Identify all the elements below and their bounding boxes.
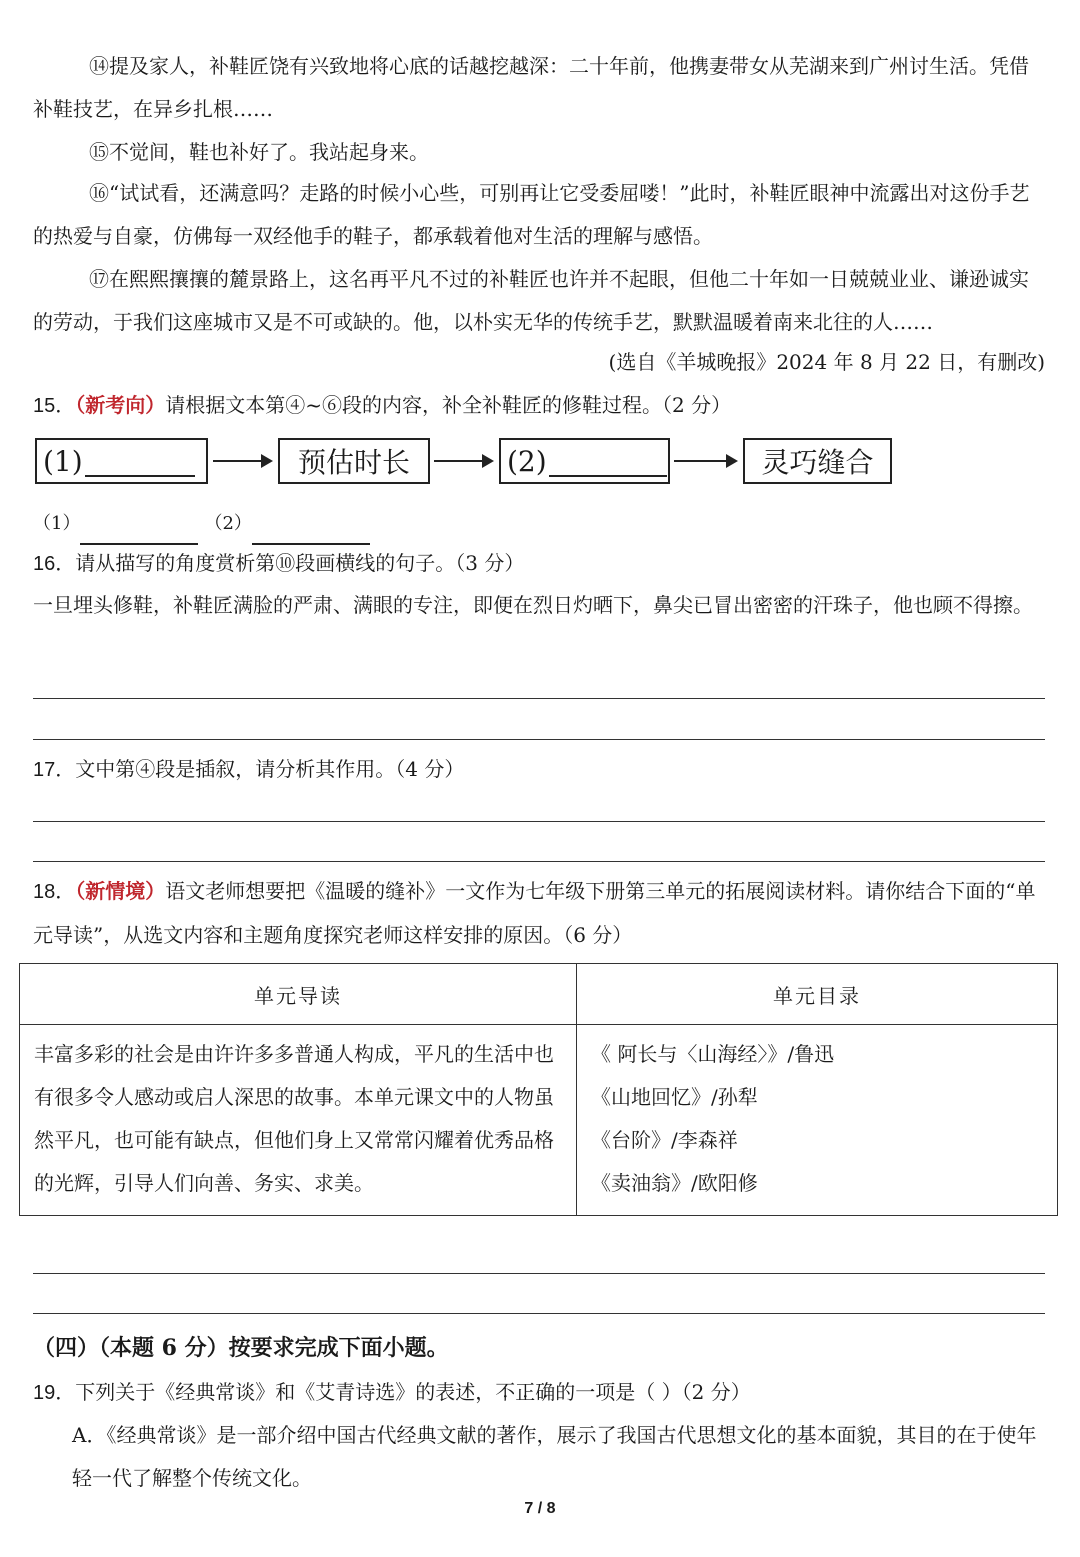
answer-2-blank[interactable] <box>252 513 370 545</box>
answer-2-label: （2） <box>204 513 252 534</box>
paragraph-14: ⑭提及家人，补鞋匠饶有兴致地将心底的话越挖越深：二十年前，他携妻带女从芜湖来到广州讨生活。凭借补鞋技艺，在异乡扎根…… <box>33 54 1029 121</box>
question-17 <box>33 748 1045 792</box>
emphasis-char: 确 · <box>535 1380 555 1404</box>
flow-step-1 <box>35 438 208 484</box>
answer-line[interactable] <box>33 861 1045 862</box>
flow-step-4 <box>743 438 892 484</box>
flow-arrow-1 <box>213 460 271 462</box>
flow-step-2-label: 预估时长 <box>297 446 410 479</box>
question-text-after: 的一项是（ ）（2 分） <box>555 1380 751 1404</box>
emphasis-char: 不 · <box>495 1380 515 1404</box>
flow-step-2 <box>278 438 430 484</box>
page-number: 7 / 8 <box>524 1500 556 1517</box>
header-unit-guide: 单元导读 <box>20 964 577 1025</box>
q15-answer-row <box>33 502 1045 545</box>
answer-line[interactable] <box>33 821 1045 822</box>
flow-step-3-blank[interactable] <box>549 445 667 477</box>
flow-step-3 <box>499 438 670 484</box>
source-citation: (选自《羊城晚报》2024 年 8 月 22 日，有删改) <box>608 350 1045 374</box>
paragraph-17: ⑰在熙熙攘攘的麓景路上，这名再平凡不过的补鞋匠也许并不起眼，但他二十年如一日兢兢业业、谦逊诚实的劳动，于我们这座城市又是不可或缺的。他，以朴实无华的传统手艺，默默温暖着南来北往的人…… <box>33 267 1029 334</box>
answer-line[interactable] <box>33 739 1045 740</box>
question-number: 16． <box>33 553 76 575</box>
unit-catalog-list <box>577 1025 1058 1216</box>
answer-line[interactable] <box>33 1313 1045 1314</box>
flow-arrow-2 <box>434 460 492 462</box>
catalog-item: 《 阿长与〈山海经〉》/鲁迅 <box>591 1042 835 1066</box>
question-number: 17． <box>33 759 76 781</box>
answer-1-blank[interactable] <box>80 513 198 545</box>
catalog-item: 《山地回忆》/孙犁 <box>591 1085 758 1109</box>
flow-step-3-label: (2) <box>507 444 547 478</box>
question-tag: （新考向） <box>75 393 166 417</box>
answer-line[interactable] <box>33 1273 1045 1274</box>
header-unit-catalog: 单元目录 <box>577 964 1058 1025</box>
q16-quote: 一旦埋头修鞋，补鞋匠满脸的严肃、满眼的专注，即便在烈日灼晒下，鼻尖已冒出密密的汗珠子，他也顾不得擦。 <box>33 593 1033 617</box>
question-text: 请从描写的角度赏析第⑩段画横线的句子。（3 分） <box>75 551 525 575</box>
answer-line[interactable] <box>33 698 1045 699</box>
answer-1-label: （1） <box>33 513 81 534</box>
catalog-item: 《卖油翁》/欧阳修 <box>591 1171 758 1195</box>
question-number: 15． <box>33 395 76 417</box>
question-text-before: 下列关于《经典常谈》和《艾青诗选》的表述， <box>75 1380 496 1404</box>
question-tag: （新情境） <box>75 879 166 903</box>
question-18 <box>33 870 1045 957</box>
question-number: 19． <box>33 1382 76 1404</box>
emphasis-char: 正 · <box>515 1380 535 1404</box>
section-4-title: （四）（本题 6 分）按要求完成下面小题。 <box>33 1335 449 1361</box>
unit-table <box>19 963 1058 1216</box>
question-15 <box>33 384 1045 428</box>
paragraph-16: ⑯“试试看，还满意吗？走路的时候小心些，可别再让它受委屈喽！”此时，补鞋匠眼神中流露出对这份手艺的热爱与自豪，仿佛每一双经他手的鞋子，都承载着他对生活的理解与感悟。 <box>33 181 1030 248</box>
question-16 <box>33 542 1045 586</box>
flow-step-1-label: (1) <box>43 444 83 478</box>
catalog-item: 《台阶》/李森祥 <box>591 1128 738 1152</box>
question-19 <box>33 1371 1045 1415</box>
option-a[interactable]: A．《经典常谈》是一部介绍中国古代经典文献的著作，展示了我国古代思想文化的基本面貌，其目的在于使年轻一代了解整个传统文化。 <box>72 1423 1037 1490</box>
question-text: 文中第④段是插叙，请分析其作用。（4 分） <box>75 757 465 781</box>
unit-guide-text: 丰富多彩的社会是由许许多多普通人构成，平凡的生活中也有很多令人感动或启人深思的故事。本单元课文中的人物虽然平凡，也可能有缺点，但他们身上又常常闪耀着优秀品格的光辉，引导人们向善、务实、求美。 <box>20 1025 577 1216</box>
flow-step-1-blank[interactable] <box>85 445 195 477</box>
question-text: 语文老师想要把《温暖的缝补》一文作为七年级下册第三单元的拓展阅读材料。请你结合下面的“单元导读”，从选文内容和主题角度探究老师这样安排的原因。（6 分） <box>33 879 1036 947</box>
flow-arrow-3 <box>674 460 736 462</box>
question-number: 18． <box>33 881 76 903</box>
flow-step-4-label: 灵巧缝合 <box>761 446 874 479</box>
question-text: 请根据文本第④~⑥段的内容，补全补鞋匠的修鞋过程。（2 分） <box>165 393 732 417</box>
paragraph-15: ⑮不觉间，鞋也补好了。我站起身来。 <box>89 140 429 164</box>
